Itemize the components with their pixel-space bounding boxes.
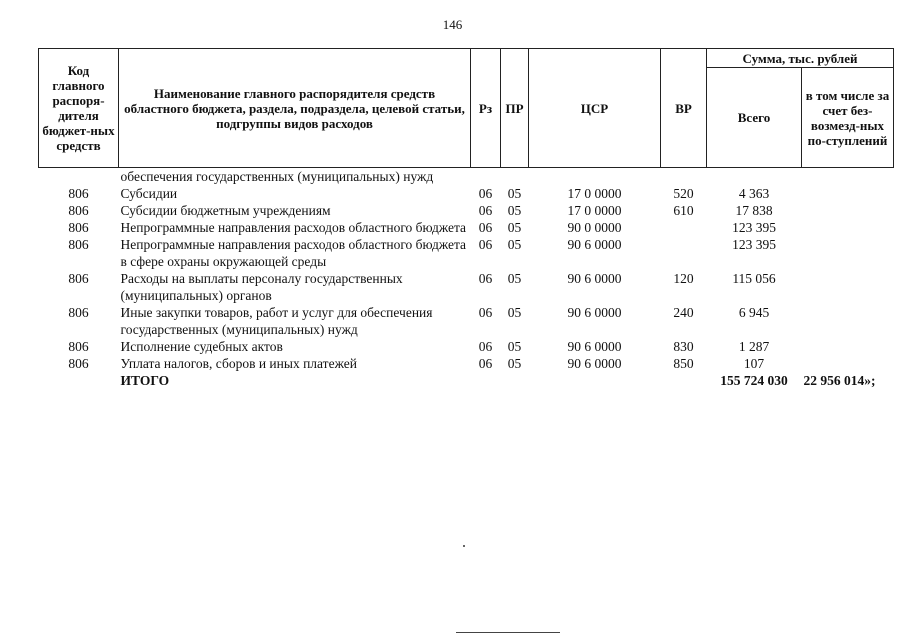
row-code: 806 [68,203,89,218]
header-total: Всего [707,68,802,168]
row-total-sum: 4 363 [738,186,770,201]
row-pr: 05 [507,339,522,354]
table-header [39,49,894,168]
row-vr [661,219,707,236]
row-pr: 05 [507,237,522,252]
row-vr: 520 [673,186,694,201]
row-csr: 90 6 0000 [567,271,622,286]
row-code: 806 [68,220,89,235]
table-row [39,355,894,372]
row-total-sum: 1 287 [738,339,770,354]
page-number: 146 [442,17,463,32]
row-csr [529,168,661,186]
table-row [39,270,894,304]
row-csr: 90 6 0000 [567,339,622,354]
header-vr: ВР [661,49,707,168]
row-rz: 06 [478,237,493,252]
budget-table [38,48,894,389]
header-csr: ЦСР [529,49,661,168]
row-total-sum: 123 395 [732,237,776,252]
row-rz: 06 [478,356,493,371]
row-pr: 05 [507,305,522,320]
row-vr: 850 [673,356,694,371]
table-row [39,202,894,219]
row-vr: 240 [673,305,694,320]
row-rz: 06 [478,203,493,218]
row-code: 806 [68,305,89,320]
table-row [39,185,894,202]
row-name: обеспечения государственных (муниципальных) нужд [120,169,434,184]
row-name: Непрограммные направления расходов областного бюджета в сфере охраны окружающей среды [120,237,467,269]
total-label: ИТОГО [120,373,170,388]
header-pr: ПР [501,49,529,168]
row-total-sum [707,168,802,186]
row-code: 806 [68,356,89,371]
header-free: в том числе за счет без-возмезд-ных по-ступлений [802,68,894,168]
row-rz: 06 [478,186,493,201]
row-pr: 05 [507,186,522,201]
row-csr: 90 6 0000 [567,237,622,252]
row-free-sum [802,236,894,270]
row-free-sum [802,202,894,219]
row-free-sum [802,270,894,304]
row-pr: 05 [507,271,522,286]
row-csr: 90 6 0000 [567,356,622,371]
table-row [39,168,894,186]
row-name: Уплата налогов, сборов и иных платежей [120,356,357,371]
row-name: Исполнение судебных актов [120,339,283,354]
row-csr: 90 6 0000 [567,305,622,320]
row-free-sum [802,304,894,338]
row-name: Субсидии бюджетным учреждениям [120,203,331,218]
row-rz: 06 [478,339,493,354]
footer-rule [456,632,560,634]
row-vr: 830 [673,339,694,354]
row-free-sum [802,219,894,236]
row-free-sum [802,168,894,186]
header-sum: Сумма, тыс. рублей [707,49,894,68]
row-code [39,168,119,186]
row-code: 806 [68,339,89,354]
row-pr: 05 [507,203,522,218]
table-row [39,236,894,270]
row-vr: 610 [673,203,694,218]
row-total-sum: 17 838 [735,203,773,218]
header-code: Код главного распоря-дителя бюджет-ных средств [39,49,119,168]
row-rz: 06 [478,305,493,320]
header-name: Наименование главного распорядителя средств областного бюджета, раздела, подраздела, целевой статьи, подгруппы видов расходов [119,49,471,168]
total-sum: 155 724 030 [720,373,788,388]
row-name: Субсидии [120,186,178,201]
row-vr: 120 [673,271,694,286]
row-rz: 06 [478,220,493,235]
table-row [39,338,894,355]
row-csr: 17 0 0000 [567,203,622,218]
row-total-sum: 123 395 [732,220,776,235]
row-vr [661,236,707,270]
row-code: 806 [68,186,89,201]
row-name: Иные закупки товаров, работ и услуг для обеспечения государственных (муниципальных) нужд [120,305,433,337]
table-body [39,168,894,373]
row-rz [471,168,501,186]
total-free-sum: 22 956 014»; [803,373,876,388]
row-pr: 05 [507,220,522,235]
table-row [39,304,894,338]
table-row [39,219,894,236]
scan-dot [463,545,465,547]
row-name: Непрограммные направления расходов областного бюджета [120,220,467,235]
row-rz: 06 [478,271,493,286]
header-rz: Рз [471,49,501,168]
row-csr: 17 0 0000 [567,186,622,201]
row-vr [661,168,707,186]
row-free-sum [802,338,894,355]
row-free-sum [802,185,894,202]
row-csr: 90 0 0000 [567,220,622,235]
row-pr [501,168,529,186]
row-code: 806 [68,237,89,252]
row-free-sum [802,355,894,372]
row-name: Расходы на выплаты персоналу государственных (муниципальных) органов [120,271,403,303]
total-row [39,372,894,389]
row-total-sum: 115 056 [732,271,776,286]
row-total-sum: 107 [743,356,765,371]
row-total-sum: 6 945 [738,305,770,320]
row-code: 806 [68,271,89,286]
row-pr: 05 [507,356,522,371]
